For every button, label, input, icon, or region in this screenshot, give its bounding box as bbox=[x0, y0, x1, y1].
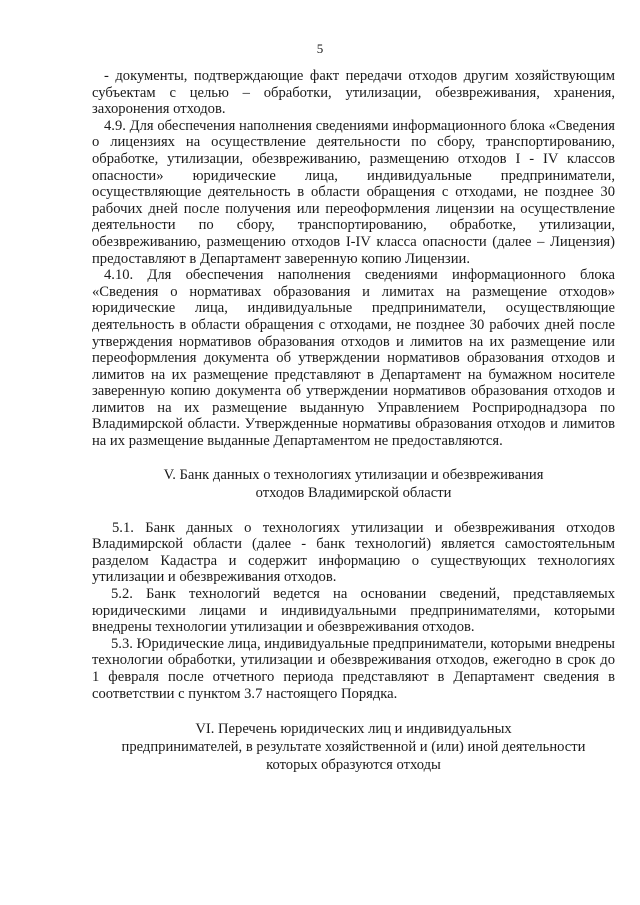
section-v-heading bbox=[92, 466, 615, 502]
document-body bbox=[92, 68, 615, 774]
section-vi-heading bbox=[92, 720, 615, 774]
paragraph-5-3: 5.3. Юридические лица, индивидуальные предприниматели, которыми внедрены технологии обработки, утилизации и обезвреживания отходов, ежегодно в срок до 1 февраля после отчетного периода представляют в Департамент сведения в соответствии с пунктом 3.7 настоящего Порядка. bbox=[92, 635, 615, 702]
paragraph-4-10: 4.10. Для обеспечения наполнения сведениями информационного блока «Сведения о нормативах образования и лимитах на размещение отходов» юридические лица, индивидуальные предприниматели, осуществляющие деятельность в области обращения с отходами, не позднее 30 рабочих дней после утверждения нормативов образования отходов и лимитов на их размещение или переоформления документа об утверждении нормативов образования отходов и лимитов на их размещение представляют в Департамент на бумажном носителе заверенную копию документа об утверждении нормативов образования отходов и лимитов на их размещение выданную Управлением Росприроднадзора по Владимирской области. Утвержденные нормативы образования отходов и лимитов на их размещение выданные Департаментом не предоставляются. bbox=[92, 267, 615, 450]
paragraph-4-9: 4.9. Для обеспечения наполнения сведениями информационного блока «Сведения о лицензиях на осуществление деятельности по сбору, транспортированию, обработке, утилизации, обезвреживанию, размещению отходов I - IV классов опасности» юридические лица, индивидуальные предприниматели, осуществляющие деятельность в области обращения с отходами, не позднее 30 рабочих дней после получения или переоформления лицензии на осуществление деятельности по сбору, транспортированию, обработке, утилизации, обезвреживанию, размещению отходов I-IV класса опасности (далее – Лицензия) предоставляют в Департамент заверенную копию Лицензии. bbox=[92, 117, 615, 267]
section-vi-heading-line3: которых образуются отходы bbox=[266, 757, 441, 774]
paragraph-5-2: 5.2. Банк технологий ведется на основании сведений, представляемых юридическими лицами и индивидуальными предпринимателями, которыми внедрены технологии утилизации и обезвреживания отходов. bbox=[92, 586, 615, 636]
section-vi-heading-line1: VI. Перечень юридических лиц и индивидуальных bbox=[195, 721, 512, 738]
section-vi-heading-line2: предпринимателей, в результате хозяйственной и (или) иной деятельности bbox=[121, 739, 586, 756]
paragraph-5-1: 5.1. Банк данных о технологиях утилизации и обезвреживания отходов Владимирской области (далее - банк технологий) является самостоятельным разделом Кадастра и содержит информацию о существующих технологиях утилизации и обезвреживания отходов. bbox=[92, 519, 615, 586]
section-v-heading-line1: V. Банк данных о технологиях утилизации и обезвреживания bbox=[163, 466, 544, 483]
section-v-heading-line2: отходов Владимирской области bbox=[255, 484, 452, 501]
page-number: 5 bbox=[316, 41, 324, 56]
paragraph-documents-bullet: - документы, подтверждающие факт передачи отходов другим хозяйствующим субъектам с целью – обработки, утилизации, обезвреживания, хранения, захоронения отходов. bbox=[92, 68, 615, 118]
